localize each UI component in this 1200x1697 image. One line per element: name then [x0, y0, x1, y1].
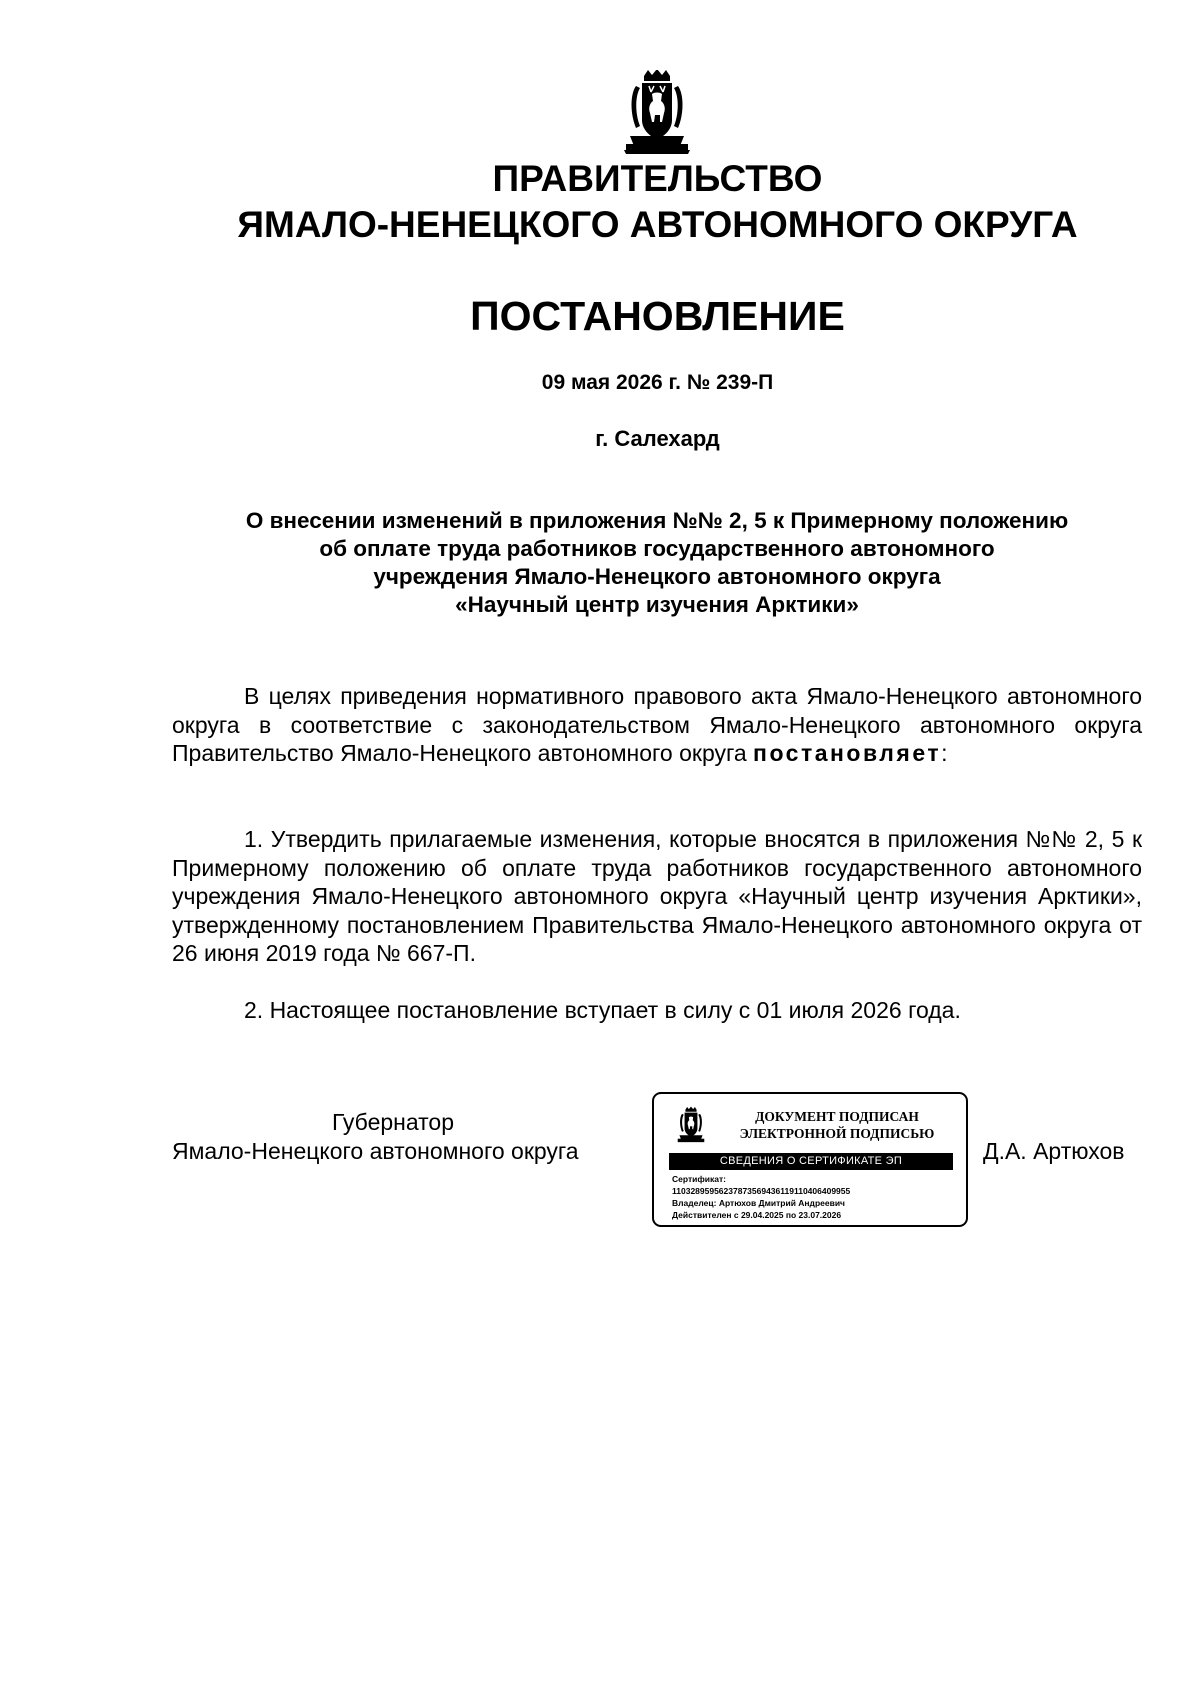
item-1-paragraph	[172, 825, 1142, 968]
government-title-line1: ПРАВИТЕЛЬСТВО	[492, 158, 823, 199]
decree-title: ПОСТАНОВЛЕНИЕ	[470, 293, 845, 339]
signer-position-line2: Ямало-Ненецкого автономного округа	[172, 1138, 579, 1164]
signer-position-line1: Губернатор	[332, 1109, 455, 1135]
subject-line: «Научный центр изучения Арктики»	[455, 592, 859, 617]
preamble-text: В целях приведения нормативного правового акта Ямало-Ненецкого автономного округа в соответствие с законодательством Ямало-Ненецкого автономного округа Правительство Ямало-Ненецкого автономного округа	[172, 683, 1142, 766]
certificate-label: Сертификат:	[672, 1174, 726, 1184]
yanao-coat-of-arms-small-icon	[676, 1106, 706, 1144]
item-2-paragraph	[172, 996, 1142, 1025]
item-1-text: 1. Утвердить прилагаемые изменения, которые вносятся в приложения №№ 2, 5 к Примерному положению об оплате труда работников государственного автономного учреждения Ямало-Ненецкого автономного округа «Научный центр изучения Арктики», утвержденному постановлением Правительства Ямало-Ненецкого автономного округа от 26 июня 2019 года № 667-П.	[172, 826, 1142, 966]
decree-subject	[172, 507, 1142, 619]
certificate-owner: Владелец: Артюхов Дмитрий Андреевич	[672, 1198, 845, 1208]
subject-line: О внесении изменений в приложения №№ 2, 5 к Примерному положению	[245, 508, 1069, 533]
stamp-heading-line2: ЭЛЕКТРОННОЙ ПОДПИСЬЮ	[739, 1126, 935, 1141]
certificate-number: 11032895956237873569436119110406409955	[672, 1186, 851, 1196]
decree-city: г. Салехард	[595, 426, 720, 451]
subject-line: учреждения Ямало-Ненецкого автономного округа	[373, 564, 941, 589]
government-title-line2: ЯМАЛО-НЕНЕЦКОГО АВТОНОМНОГО ОКРУГА	[237, 204, 1078, 245]
stamp-certificate-bar: СВЕДЕНИЯ О СЕРТИФИКАТЕ ЭП	[669, 1153, 953, 1170]
resolves-suffix: :	[941, 740, 948, 766]
stamp-details	[672, 1173, 850, 1221]
certificate-validity: Действителен с 29.04.2025 по 23.07.2026	[672, 1210, 842, 1220]
resolves-word: постановляет	[753, 740, 942, 766]
item-2-text: 2. Настоящее постановление вступает в силу с 01 июля 2026 года.	[244, 997, 961, 1023]
decree-date-number: 09 мая 2026 г. № 239-П	[541, 371, 774, 394]
stamp-heading	[722, 1108, 952, 1142]
subject-line: об оплате труда работников государственного автономного	[319, 536, 995, 561]
preamble-paragraph	[172, 682, 1142, 768]
yanao-coat-of-arms-icon	[622, 70, 692, 154]
e-signature-stamp	[652, 1092, 968, 1227]
stamp-heading-line1: ДОКУМЕНТ ПОДПИСАН	[755, 1109, 919, 1124]
signer-name: Д.А. Артюхов	[983, 1138, 1125, 1164]
